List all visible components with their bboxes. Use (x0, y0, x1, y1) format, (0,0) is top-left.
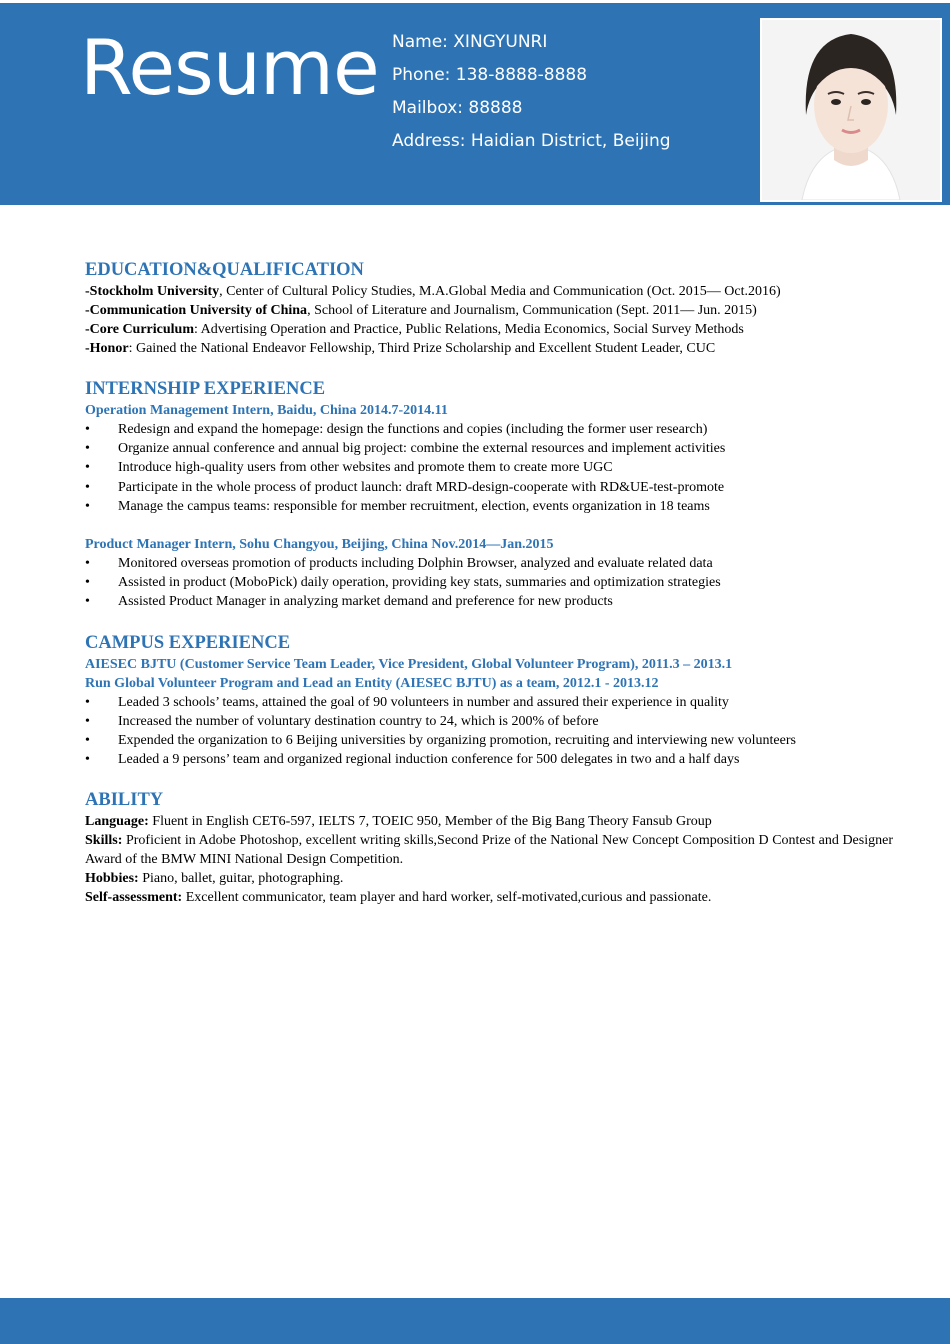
ability-item-label: Skills: (85, 833, 123, 849)
portrait-photo-icon (762, 20, 940, 200)
ability-item-text: Fluent in English CET6-597, IELTS 7, TOEIC 950, Member of the Big Bang Theory Fansub Group (148, 814, 712, 830)
list-item-text: Increased the number of voluntary destination country to 24, which is 200% of before (118, 713, 599, 729)
bullet-icon: • (85, 441, 90, 457)
ability-item-label: Self-assessment: (85, 890, 183, 906)
contact-mailbox: Mailbox: 88888 (392, 98, 523, 118)
list-item (85, 712, 893, 731)
list-item-text: Participate in the whole process of product launch: draft MRD-design-cooperate with RD&UE-test-promote (118, 479, 725, 495)
bullet-icon: • (85, 713, 90, 729)
education-heading: EDUCATION&QUALIFICATION (85, 260, 364, 280)
education-item-label: -Stockholm University (85, 284, 220, 299)
education-item-text: , School of Literature and Journalism, Communication (Sept. 2011— Jun. 2015) (307, 303, 757, 318)
education-item-text: : Advertising Operation and Practice, Public Relations, Media Economics, Social Survey Methods (194, 322, 744, 337)
header-top-rule (0, 0, 950, 3)
list-item-text: Assisted Product Manager in analyzing market demand and preference for new products (118, 594, 613, 610)
list-item-text: Assisted in product (MoboPick) daily operation, providing key stats, summaries and optimization strategies (118, 575, 721, 591)
ability-item-label: Hobbies: (85, 871, 139, 887)
page-title: Resume (80, 23, 379, 112)
list-item-text: Redesign and expand the homepage: design the functions and copies (including the former user research) (118, 422, 708, 437)
education-item (85, 282, 893, 301)
education-item-label: -Honor (85, 341, 129, 356)
list-item-text: Leaded a 9 persons’ team and organized regional induction conference for 500 delegates in two and a half days (118, 752, 740, 768)
list-item (85, 497, 893, 516)
education-item-label: -Core Curriculum (85, 322, 194, 337)
list-item (85, 554, 893, 573)
campus-heading: CAMPUS EXPERIENCE (85, 632, 291, 653)
ability-item-label: Language: (85, 814, 149, 830)
ability-item (85, 831, 893, 869)
contact-phone: Phone: 138-8888-8888 (392, 65, 588, 85)
education-list (85, 282, 893, 358)
list-item (85, 592, 893, 611)
list-item-text: Expended the organization to 6 Beijing universities by organizing promotion, recruiting and interviewing new volunteers (118, 733, 796, 749)
bullet-icon: • (85, 575, 90, 591)
bullet-icon: • (85, 422, 90, 437)
list-item (85, 693, 893, 712)
list-item-text: Organize annual conference and annual big project: combine the external resources and implement activities (118, 441, 726, 457)
ability-item (85, 812, 893, 831)
footer-banner (0, 1298, 950, 1344)
job-heading-baidu: Operation Management Intern, Baidu, China 2014.7-2014.11 (85, 403, 448, 418)
ability-heading: ABILITY (85, 790, 164, 811)
education-item-text: : Gained the National Endeavor Fellowship, Third Prize Scholarship and Excellent Student Leader, CUC (128, 341, 716, 356)
list-item-text: Leaded 3 schools’ teams, attained the goal of 90 volunteers in number and assured their experience in quality (118, 694, 729, 710)
job-heading-sohu: Product Manager Intern, Sohu Changyou, Beijing, China Nov.2014—Jan.2015 (85, 537, 554, 553)
bullet-icon: • (85, 752, 90, 768)
bullet-icon: • (85, 556, 90, 572)
resume-body (85, 258, 893, 907)
bullet-icon: • (85, 498, 90, 514)
ability-item-text: Piano, ballet, guitar, photographing. (138, 871, 344, 887)
list-item-text: Introduce high-quality users from other websites and promote them to create more UGC (118, 460, 613, 476)
contact-name: Name: XINGYUNRI (392, 32, 548, 52)
campus-bullets (85, 693, 893, 770)
ability-item (85, 888, 893, 907)
list-item (85, 420, 893, 439)
education-item (85, 339, 893, 358)
header-banner (0, 0, 950, 205)
ability-item-text: Proficient in Adobe Photoshop, excellent writing skills,Second Prize of the National New Concept Composition D Contest and Designer Award of the BMW MINI National Design Competition. (85, 833, 893, 868)
profile-photo (760, 18, 942, 202)
bullet-icon: • (85, 733, 90, 749)
bullet-icon: • (85, 694, 90, 710)
ability-item (85, 869, 893, 888)
internship-heading: INTERNSHIP EXPERIENCE (85, 379, 326, 399)
contact-block (392, 26, 671, 158)
list-item (85, 731, 893, 750)
campus-subheading-2: Run Global Volunteer Program and Lead an Entity (AIESEC BJTU) as a team, 2012.1 - 2013.12 (85, 675, 659, 691)
education-item (85, 301, 893, 320)
list-item-text: Monitored overseas promotion of products including Dolphin Browser, analyzed and evaluate related data (118, 556, 713, 572)
ability-item-text: Excellent communicator, team player and hard worker, self-motivated,curious and passionate. (182, 890, 712, 906)
list-item (85, 458, 893, 477)
education-item (85, 320, 893, 339)
list-item (85, 478, 893, 497)
education-item-label: -Communication University of China (85, 303, 308, 318)
bullet-icon: • (85, 460, 90, 476)
campus-subheading-1: AIESEC BJTU (Customer Service Team Leader, Vice President, Global Volunteer Program), 2011.3 – 2013.1 (85, 656, 733, 672)
contact-address: Address: Haidian District, Beijing (392, 131, 671, 151)
list-item-text: Manage the campus teams: responsible for member recruitment, election, events organization in 18 teams (118, 498, 710, 514)
list-item (85, 573, 893, 592)
job-bullets-sohu (85, 554, 893, 612)
education-item-text: , Center of Cultural Policy Studies, M.A.Global Media and Communication (Oct. 2015— Oct.2016) (219, 284, 781, 299)
job-bullets-baidu (85, 420, 893, 516)
ability-list (85, 812, 893, 907)
list-item (85, 439, 893, 458)
bullet-icon: • (85, 594, 90, 610)
list-item (85, 750, 893, 769)
bullet-icon: • (85, 479, 90, 495)
